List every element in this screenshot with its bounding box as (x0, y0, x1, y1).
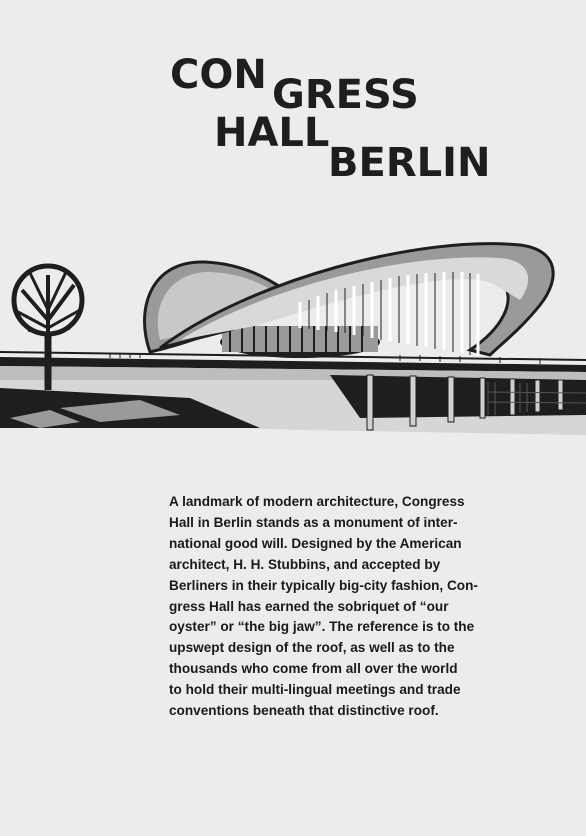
text-line: upswept design of the roof, as well as to the (169, 640, 455, 656)
description-paragraph (169, 492, 539, 722)
text-line: thousands who come from all over the world (169, 661, 458, 677)
text-line: Berliners in their typically big-city fashion, Con- (169, 577, 478, 593)
text-line: conventions beneath that distinctive roof. (169, 703, 439, 719)
congress-hall-illustration (0, 240, 586, 440)
text-line: A landmark of modern architecture, Congress (169, 494, 465, 509)
title-hall: HALL (214, 110, 330, 156)
text-line: to hold their multi-lingual meetings and trade (169, 682, 461, 698)
text-line: gress Hall has earned the sobriquet of “our (169, 598, 449, 614)
title-con: CON (170, 52, 267, 98)
text-line: architect, H. H. Stubbins, and accepted by (169, 556, 441, 572)
text-line: Hall in Berlin stands as a monument of inter- (169, 514, 458, 530)
title-gress: GRESS (272, 72, 419, 118)
text-line: national good will. Designed by the American (169, 535, 462, 551)
text-line: oyster” or “the big jaw”. The reference is to the (169, 619, 475, 635)
title-berlin: BERLIN (328, 140, 491, 186)
glass-drum (220, 326, 380, 358)
